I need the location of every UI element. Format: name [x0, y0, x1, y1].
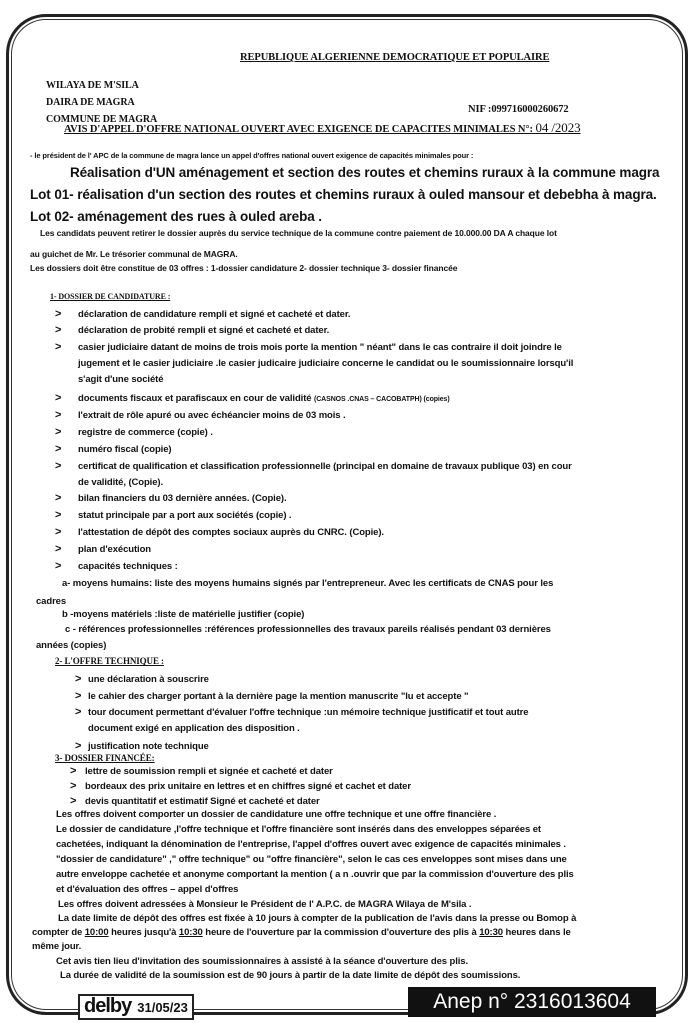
list-item: justification note technique — [88, 741, 209, 752]
bullet-arrow-icon: > — [75, 690, 82, 702]
sub-item-b: b -moyens matériels :liste de matérielle justifier (copie) — [62, 609, 305, 620]
list-item: plan d'exécution — [78, 544, 151, 555]
lot-02: Lot 02- aménagement des rues à ouled areba . — [30, 209, 322, 224]
list-item: bordeaux des prix unitaire en lettres et en chiffres signé et cachet et dater — [85, 781, 411, 792]
list-item-cont: de validité, (Copie). — [78, 477, 163, 488]
lot-01: Lot 01- réalisation d'un section des routes et chemins ruraux à ouled mansour et debebha à magra. — [30, 187, 657, 202]
list-item: déclaration de probité rempli et signé et cacheté et dater. — [78, 325, 330, 336]
closing-line: Le dossier de candidature ,l'offre technique et l'offre financière sont insérés dans des enveloppes séparées et — [56, 824, 541, 835]
publication-date: 31/05/23 — [137, 1000, 188, 1015]
avis-title-text: AVIS D'APPEL D'OFFRE NATIONAL OUVERT AVEC EXIGENCE DE CAPACITES MINIMALES N°: — [64, 124, 533, 135]
schedule-line — [32, 927, 571, 938]
intro-lead: - le président de l' APC de la commune de magra lance un appel d'offres national ouvert exigence de capacités minimales pour : — [30, 151, 474, 160]
list-item: l'extrait de rôle apuré ou avec échéancier moins de 03 mois . — [78, 410, 346, 421]
nif: NIF :099716000260672 — [468, 104, 569, 115]
dossiers-line: Les dossiers doit être constitue de 03 offres : 1-dossier candidature 2- dossier technique 3- dossier financée — [30, 263, 458, 273]
section2-title: 2- L'OFFRE TECHNIQUE : — [55, 656, 164, 666]
commune: COMMUNE DE MAGRA — [46, 114, 158, 125]
bullet-arrow-icon: > — [55, 426, 62, 438]
list-item: une déclaration à souscrire — [88, 674, 209, 685]
bullet-arrow-icon: > — [75, 673, 82, 685]
section1-title: 1- DOSSIER DE CANDIDATURE : — [50, 292, 171, 301]
bullet-arrow-icon: > — [75, 740, 82, 752]
start-time: 10:00 — [84, 927, 109, 938]
list-item: devis quantitatif et estimatif Signé et cacheté et dater — [85, 796, 320, 807]
opening-time: 10:30 — [479, 927, 503, 938]
sub-item-c: c - références professionnelles :références professionnelles des travaux pareils réalisés pendant 03 dernières — [65, 624, 551, 635]
list-item-text: documents fiscaux et parafiscaux en cour de validité — [78, 393, 312, 404]
bullet-arrow-icon: > — [55, 460, 62, 472]
bullet-arrow-icon: > — [55, 409, 62, 421]
schedule-text: heures jusqu'à — [108, 927, 179, 938]
list-item-cont: jugement et le casier judiciaire .le casier judicaire judiciaire concerne le candidat ou le soumissionnaire lorsqu'il — [78, 358, 574, 369]
list-item: certificat de qualification et classification professionnelle (principal en domaine de travaux publique 03) en cour — [78, 461, 572, 472]
closing-line: Les offres doivent adressées à Monsieur le Président de l' A.P.C. de MAGRA Wilaya de M'sila . — [58, 899, 472, 910]
list-item: capacités techniques : — [78, 561, 178, 572]
bullet-arrow-icon: > — [75, 706, 82, 718]
bullet-arrow-icon: > — [55, 324, 62, 336]
bullet-arrow-icon: > — [55, 443, 62, 455]
list-item: bilan financiers du 03 dernière années. (Copie). — [78, 493, 287, 504]
list-item-note: (CASNOS .CNAS – CACOBATPH) (copies) — [313, 396, 450, 403]
avis-number: 04 /2023 — [535, 120, 581, 135]
retrait-line-2: au guichet de Mr. Le trésorier communal de MAGRA. — [30, 249, 238, 259]
schedule-text: heure de l'ouverture par la commission d'ouverture des plis à — [202, 927, 480, 938]
end-time: 10:30 — [178, 927, 203, 938]
bullet-arrow-icon: > — [70, 780, 77, 792]
schedule-text: heures dans le — [503, 927, 571, 938]
closing-line: et d'évaluation des offres – appel d'offres — [56, 884, 239, 895]
list-item: lettre de soumission rempli et signée et cacheté et dater — [85, 766, 333, 777]
list-item: l'attestation de dépôt des comptes sociaux auprès du CNRC. (Copie). — [78, 527, 384, 538]
list-item-cont: s'agit d'une société — [78, 374, 164, 385]
anep-number: Anep n° 2316013604 — [408, 987, 656, 1017]
avis-title — [64, 121, 581, 137]
final-line: La durée de validité de la soumission est de 90 jours à partir de la date limite de dépôt des soumissions. — [60, 970, 521, 981]
final-line: Cet avis tien lieu d'invitation des soumissionnaires à assisté à la séance d'ouverture des plis. — [56, 956, 469, 967]
list-item: le cahier des charger portant à la dernière page la mention manuscrite "lu et accepte " — [88, 691, 469, 702]
republic-heading: REPUBLIQUE ALGERIENNE DEMOCRATIQUE ET POPULAIRE — [240, 52, 550, 63]
schedule-cont: même jour. — [32, 941, 82, 952]
project-object: Réalisation d'UN aménagement et section des routes et chemins ruraux à la commune magra — [70, 165, 660, 180]
bullet-arrow-icon: > — [55, 526, 62, 538]
bullet-arrow-icon: > — [55, 308, 62, 320]
retrait-line-1: Les candidats peuvent retirer le dossier auprès du service technique de la commune contre paiement de 10.000.00 DA A chaque lot — [40, 228, 557, 238]
sub-item-a: a- moyens humains: liste des moyens humains signés par l'entrepreneur. Avec les certificats de CNAS pour les — [62, 578, 554, 589]
closing-line: Les offres doivent comporter un dossier de candidature une offre technique et une offre financière . — [56, 809, 497, 820]
daira: DAIRA DE MAGRA — [46, 97, 135, 108]
closing-line: autre enveloppe cachetée et anonyme comportant la mention ( a n .ouvrir que par la commission d'ouverture des plis — [56, 869, 574, 880]
bullet-arrow-icon: > — [70, 795, 77, 807]
closing-line: "dossier de candidature" ," offre technique" ou "offre financière", selon le cas ces enveloppes sont mises dans une — [56, 854, 567, 865]
publisher-logo: delby — [84, 995, 132, 1017]
bullet-arrow-icon: > — [55, 560, 62, 572]
bullet-arrow-icon: > — [55, 509, 62, 521]
list-item — [78, 393, 450, 405]
bullet-arrow-icon: > — [70, 765, 77, 777]
bullet-arrow-icon: > — [55, 392, 62, 404]
sub-item-a-cont: cadres — [36, 596, 67, 607]
bullet-arrow-icon: > — [55, 543, 62, 555]
list-item: numéro fiscal (copie) — [78, 444, 172, 455]
list-item: casier judiciaire datant de moins de trois mois porte la mention " néant" dans le cas contraire il doit joindre le — [78, 342, 562, 353]
publisher-stamp — [78, 994, 194, 1020]
sub-item-c-cont: années (copies) — [36, 640, 107, 651]
closing-line: La date limite de dépôt des offres est fixée à 10 jours à compter de la publication de l'avis dans la presse ou Bomop à — [58, 913, 577, 924]
list-item: registre de commerce (copie) . — [78, 427, 213, 438]
list-item: statut principale par a port aux sociétés (copie) . — [78, 510, 292, 521]
bullet-arrow-icon: > — [55, 341, 62, 353]
schedule-text: compter de — [32, 927, 85, 938]
bullet-arrow-icon: > — [55, 492, 62, 504]
closing-line: cachetées, indiquant la dénomination de l'entreprise, l'appel d'offres ouvert avec exigence de capacités minimales . — [56, 839, 566, 850]
list-item-cont: document exigé en application des disposition . — [88, 723, 300, 734]
section3-title: 3- DOSSIER FINANCÉE: — [55, 753, 155, 763]
list-item: tour document permettant d'évaluer l'offre technique :un mémoire technique justificatif et tout autre — [88, 707, 529, 718]
list-item: déclaration de candidature rempli et signé et cacheté et dater. — [78, 309, 351, 320]
wilaya: WILAYA DE M'SILA — [46, 80, 139, 91]
